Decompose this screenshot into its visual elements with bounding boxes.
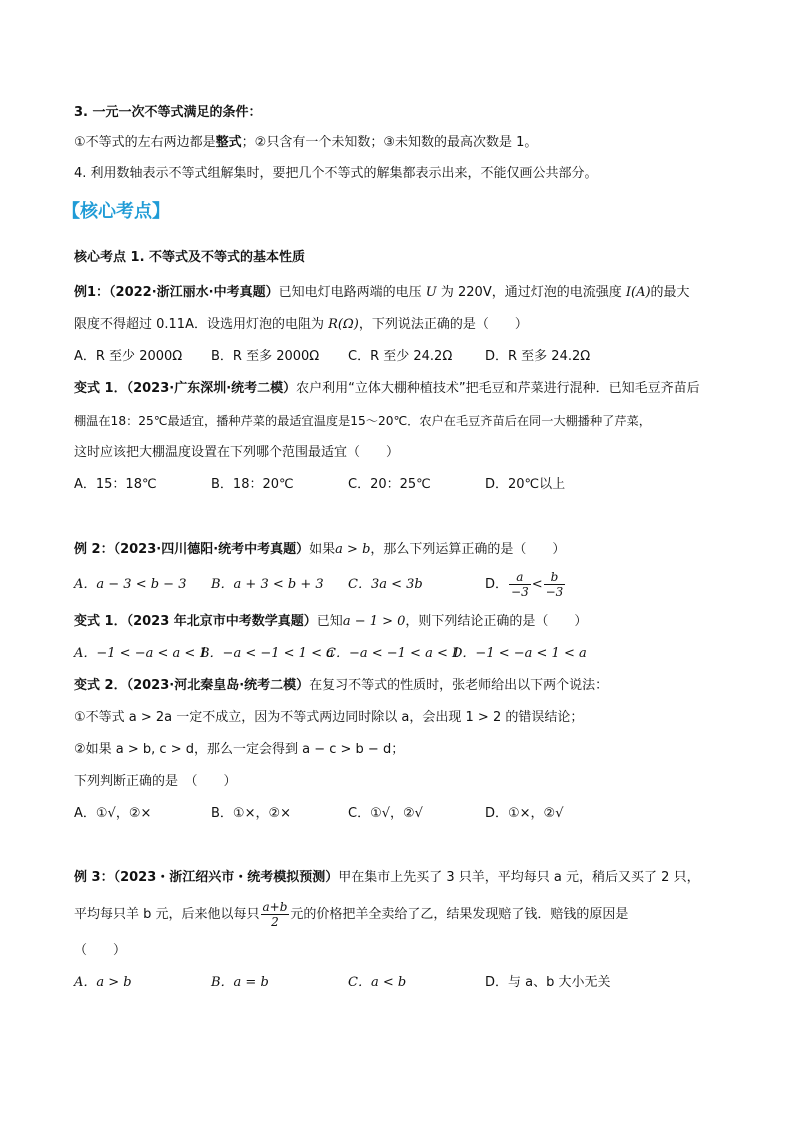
- fraction-1-numerator: a: [509, 570, 531, 585]
- example-1-text-d: 限度不得超过 0.11A．设选用灯泡的电阻为: [74, 317, 324, 332]
- variant-2-line-1: [74, 676, 608, 696]
- point-3: [74, 103, 262, 123]
- example-3-text-2a: 平均每只羊 b 元，后来他以每只: [74, 907, 260, 922]
- example-3-fraction: [261, 900, 290, 929]
- variant-2-option-d[interactable]: D．①×，②√: [485, 806, 564, 821]
- variant-1b-option-b[interactable]: B．−a < −1 < 1 < a: [200, 646, 334, 661]
- variant-2-text: 在复习不等式的性质时，张老师给出以下两个说法：: [309, 678, 609, 693]
- variant-1b-label: 变式 1．: [74, 614, 127, 629]
- example-1-text-b: 为 220V，通过灯泡的电流强度: [440, 285, 622, 300]
- point-3-detail-a: ①不等式的左右两边都是: [74, 135, 216, 150]
- variant-1-line-1: [74, 379, 700, 399]
- point-3-detail-b: ；②只含有一个未知数；③未知数的最高次数是 1。: [241, 135, 538, 150]
- example-3-option-b[interactable]: B．a = b: [211, 975, 269, 990]
- example-3-line-1: [74, 868, 700, 888]
- variant-2-option-c[interactable]: C．①√，②√: [348, 806, 423, 821]
- point-4-text: 4. 利用数轴表示不等式组解集时，要把几个不等式的解集都表示出来，不能仅画公共部分。: [74, 166, 598, 181]
- variant-1b-option-a[interactable]: A．−1 < −a < a < 1: [74, 646, 208, 661]
- variant-2-label: 变式 2．: [74, 678, 127, 693]
- point-4: [74, 164, 598, 184]
- example-3-option-a[interactable]: A．a > b: [74, 975, 132, 990]
- variant-2-option-b[interactable]: B．①×，②×: [211, 806, 292, 821]
- core-point-title: 核心考点 1. 不等式及不等式的基本性质: [74, 250, 306, 265]
- variant-1b-text-b: ，则下列结论正确的是（ ）: [405, 614, 588, 629]
- variant-1-line-2: 棚温在18：25℃最适宜，播种芹菜的最适宜温度是15～20℃．农户在毛豆齐苗后在同一大棚播种了芹菜，: [74, 414, 651, 428]
- fraction-1-denominator: −3: [511, 585, 529, 599]
- example-3-fraction-numerator: a+b: [262, 900, 288, 914]
- variant-2-option-a[interactable]: A．①√，②×: [74, 806, 152, 821]
- example-1-text-a: 已知电灯电路两端的电压: [278, 285, 422, 300]
- example-2-option-c[interactable]: C．3a < 3b: [348, 577, 423, 592]
- example-2-option-b[interactable]: B．a + 3 < b + 3: [211, 577, 324, 592]
- variant-2-statement-1: ①不等式 a > 2a 一定不成立，因为不等式两边同时除以 a，会出现 1 > 2 的错误结论；: [74, 710, 584, 725]
- example-1-resistance: R(Ω): [328, 317, 359, 332]
- variant-1b-condition: a − 1 > 0: [342, 614, 406, 629]
- example-2-source: （2023·四川德阳·统考中考真题）: [113, 542, 310, 557]
- example-2-option-d-fraction-2: [544, 570, 566, 599]
- point-3-detail: [74, 133, 537, 153]
- variant-1b-line-1: [74, 612, 587, 632]
- example-3-line-3: （ ）: [74, 943, 127, 958]
- variant-1-line-3: 这时应该把大棚温度设置在下列哪个范围最适宜（ ）: [74, 445, 400, 460]
- example-3-label: 例 3：: [74, 870, 114, 885]
- point-3-detail-bold: 整式: [215, 135, 242, 150]
- example-2-text-b: ，那么下列运算正确的是（ ）: [370, 542, 566, 557]
- example-2-line-1: [74, 540, 565, 560]
- example-3-text-1: 甲在集市上先买了 3 只羊，平均每只 a 元，稍后又买了 2 只，: [338, 870, 700, 885]
- section-header: 【核心考点】: [62, 201, 170, 222]
- example-3-source: （2023・浙江绍兴市・统考模拟预测）: [113, 870, 339, 885]
- variant-1-option-a[interactable]: A．15：18℃: [74, 477, 157, 492]
- fraction-2-denominator: −3: [545, 585, 564, 599]
- fraction-2-numerator: b: [544, 570, 566, 585]
- example-2-text-a: 如果: [309, 542, 336, 557]
- example-1-option-b[interactable]: B．R 至多 2000Ω: [211, 349, 320, 364]
- variant-1-option-c[interactable]: C．20：25℃: [348, 477, 431, 492]
- example-1-current: I(A): [625, 285, 651, 300]
- example-1-label: 例1：: [74, 285, 110, 300]
- example-1-option-a[interactable]: A．R 至少 2000Ω: [74, 349, 183, 364]
- example-1-source: （2022·浙江丽水·中考真题）: [109, 285, 279, 300]
- example-1-line-1: [74, 283, 690, 303]
- example-2-option-d-relation: <: [531, 577, 543, 592]
- variant-1-source: （2023·广东深圳·统考二模）: [126, 381, 297, 396]
- example-1-option-d[interactable]: D．R 至多 24.2Ω: [485, 349, 591, 364]
- variant-1b-source: （2023 年北京市中考数学真题）: [126, 614, 317, 629]
- example-2-option-a[interactable]: A．a − 3 < b − 3: [74, 577, 187, 592]
- variant-1-option-d[interactable]: D．20℃以上: [485, 477, 566, 492]
- example-3-option-c[interactable]: C．a < b: [348, 975, 407, 990]
- variant-1b-option-d[interactable]: D．−1 < −a < 1 < a: [452, 646, 587, 661]
- example-1-option-c[interactable]: C．R 至少 24.2Ω: [348, 349, 453, 364]
- example-3-line-2: [74, 896, 628, 934]
- variant-2-question: 下列判断正确的是 （ ）: [74, 774, 237, 789]
- example-2-condition: a > b: [335, 542, 371, 557]
- example-2-option-d-label: D．: [485, 577, 509, 592]
- variant-1b-option-c[interactable]: C．−a < −1 < a < 1: [326, 646, 461, 661]
- example-3-option-d[interactable]: D．与 a、b 大小无关: [485, 975, 611, 990]
- example-1-text-e: ，下列说法正确的是（ ）: [358, 317, 528, 332]
- variant-1b-text-a: 已知: [316, 614, 343, 629]
- example-3-text-2b: 元的价格把羊全卖给了乙，结果发现赔了钱．赔钱的原因是: [290, 907, 629, 922]
- example-1-text-c: 的最大: [650, 285, 690, 300]
- example-2-option-d[interactable]: [485, 566, 566, 604]
- variant-2-source: （2023·河北秦皇岛·统考二模）: [126, 678, 310, 693]
- example-3-fraction-denominator: 2: [271, 915, 279, 929]
- example-2-label: 例 2：: [74, 542, 114, 557]
- point-3-text: 3. 一元一次不等式满足的条件：: [74, 105, 262, 120]
- example-1-var-u: U: [425, 285, 437, 300]
- variant-2-statement-2: ②如果 a > b, c > d，那么一定会得到 a − c > b − d；: [74, 742, 405, 757]
- variant-1-option-b[interactable]: B．18：20℃: [211, 477, 294, 492]
- example-2-option-d-fraction-1: [509, 570, 531, 599]
- variant-1-text-1: 农户利用“立体大棚种植技术”把毛豆和芹菜进行混种．已知毛豆齐苗后: [296, 381, 700, 396]
- example-1-line-2: [74, 315, 528, 335]
- variant-1-label: 变式 1．: [74, 381, 127, 396]
